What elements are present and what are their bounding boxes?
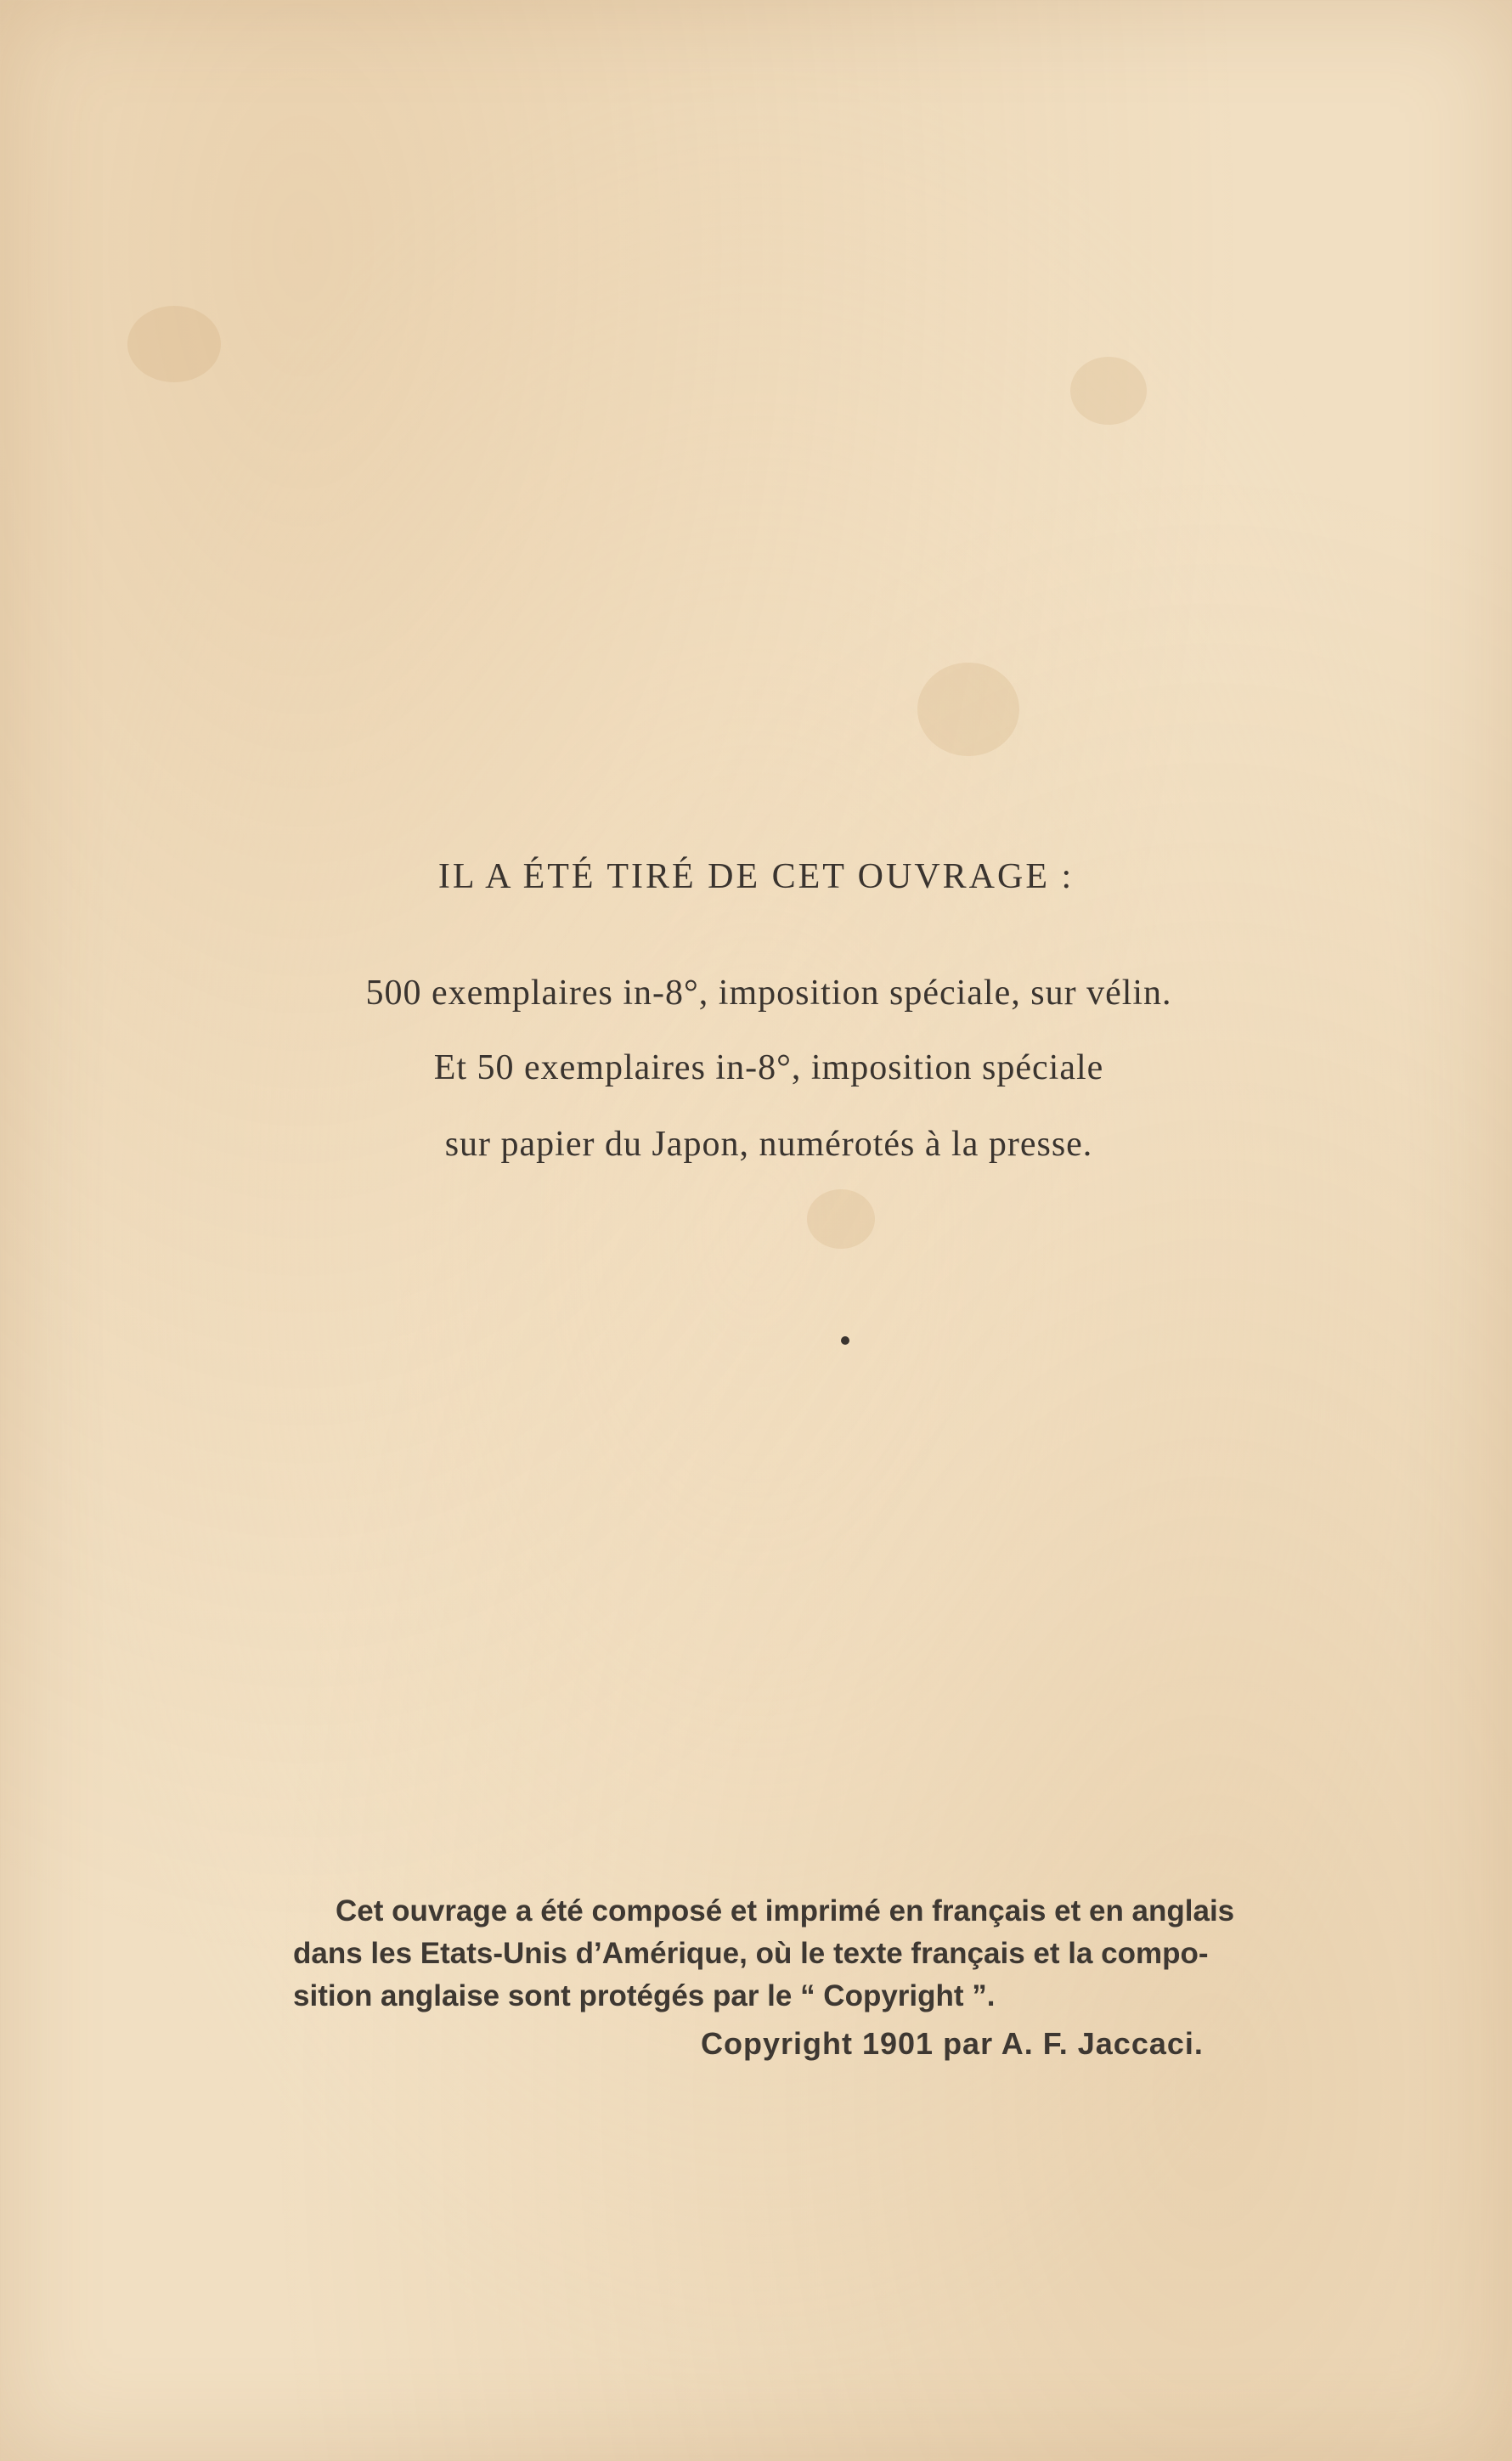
paper-stain <box>127 306 221 382</box>
notice-line: dans les Etats-Unis d’Amérique, où le texte français et la compo- <box>293 1937 1209 1970</box>
notice-line: sition anglaise sont protégés par le “ Copyright ”. <box>293 1979 996 2012</box>
edition-line-vellum: 500 exemplaires in-8°, imposition spéciale, sur vélin. <box>365 974 1172 1013</box>
paper-stain <box>807 1189 875 1249</box>
page-heading: IL A ÉTÉ TIRÉ DE CET OUVRAGE : <box>437 857 1075 896</box>
paper-stain <box>917 663 1019 756</box>
edition-line-japan: Et 50 exemplaires in-8°, imposition spéciale <box>433 1048 1104 1087</box>
ornament-dot <box>841 1336 849 1345</box>
copyright-notice <box>293 1890 1376 2018</box>
edition-line-numbered: sur papier du Japon, numérotés à la presse. <box>444 1125 1093 1164</box>
paper-stain <box>1070 357 1147 425</box>
notice-line: Cet ouvrage a été composé et imprimé en français et en anglais <box>336 1894 1235 1928</box>
copyright-line: Copyright 1901 par A. F. Jaccaci. <box>701 2026 1204 2061</box>
